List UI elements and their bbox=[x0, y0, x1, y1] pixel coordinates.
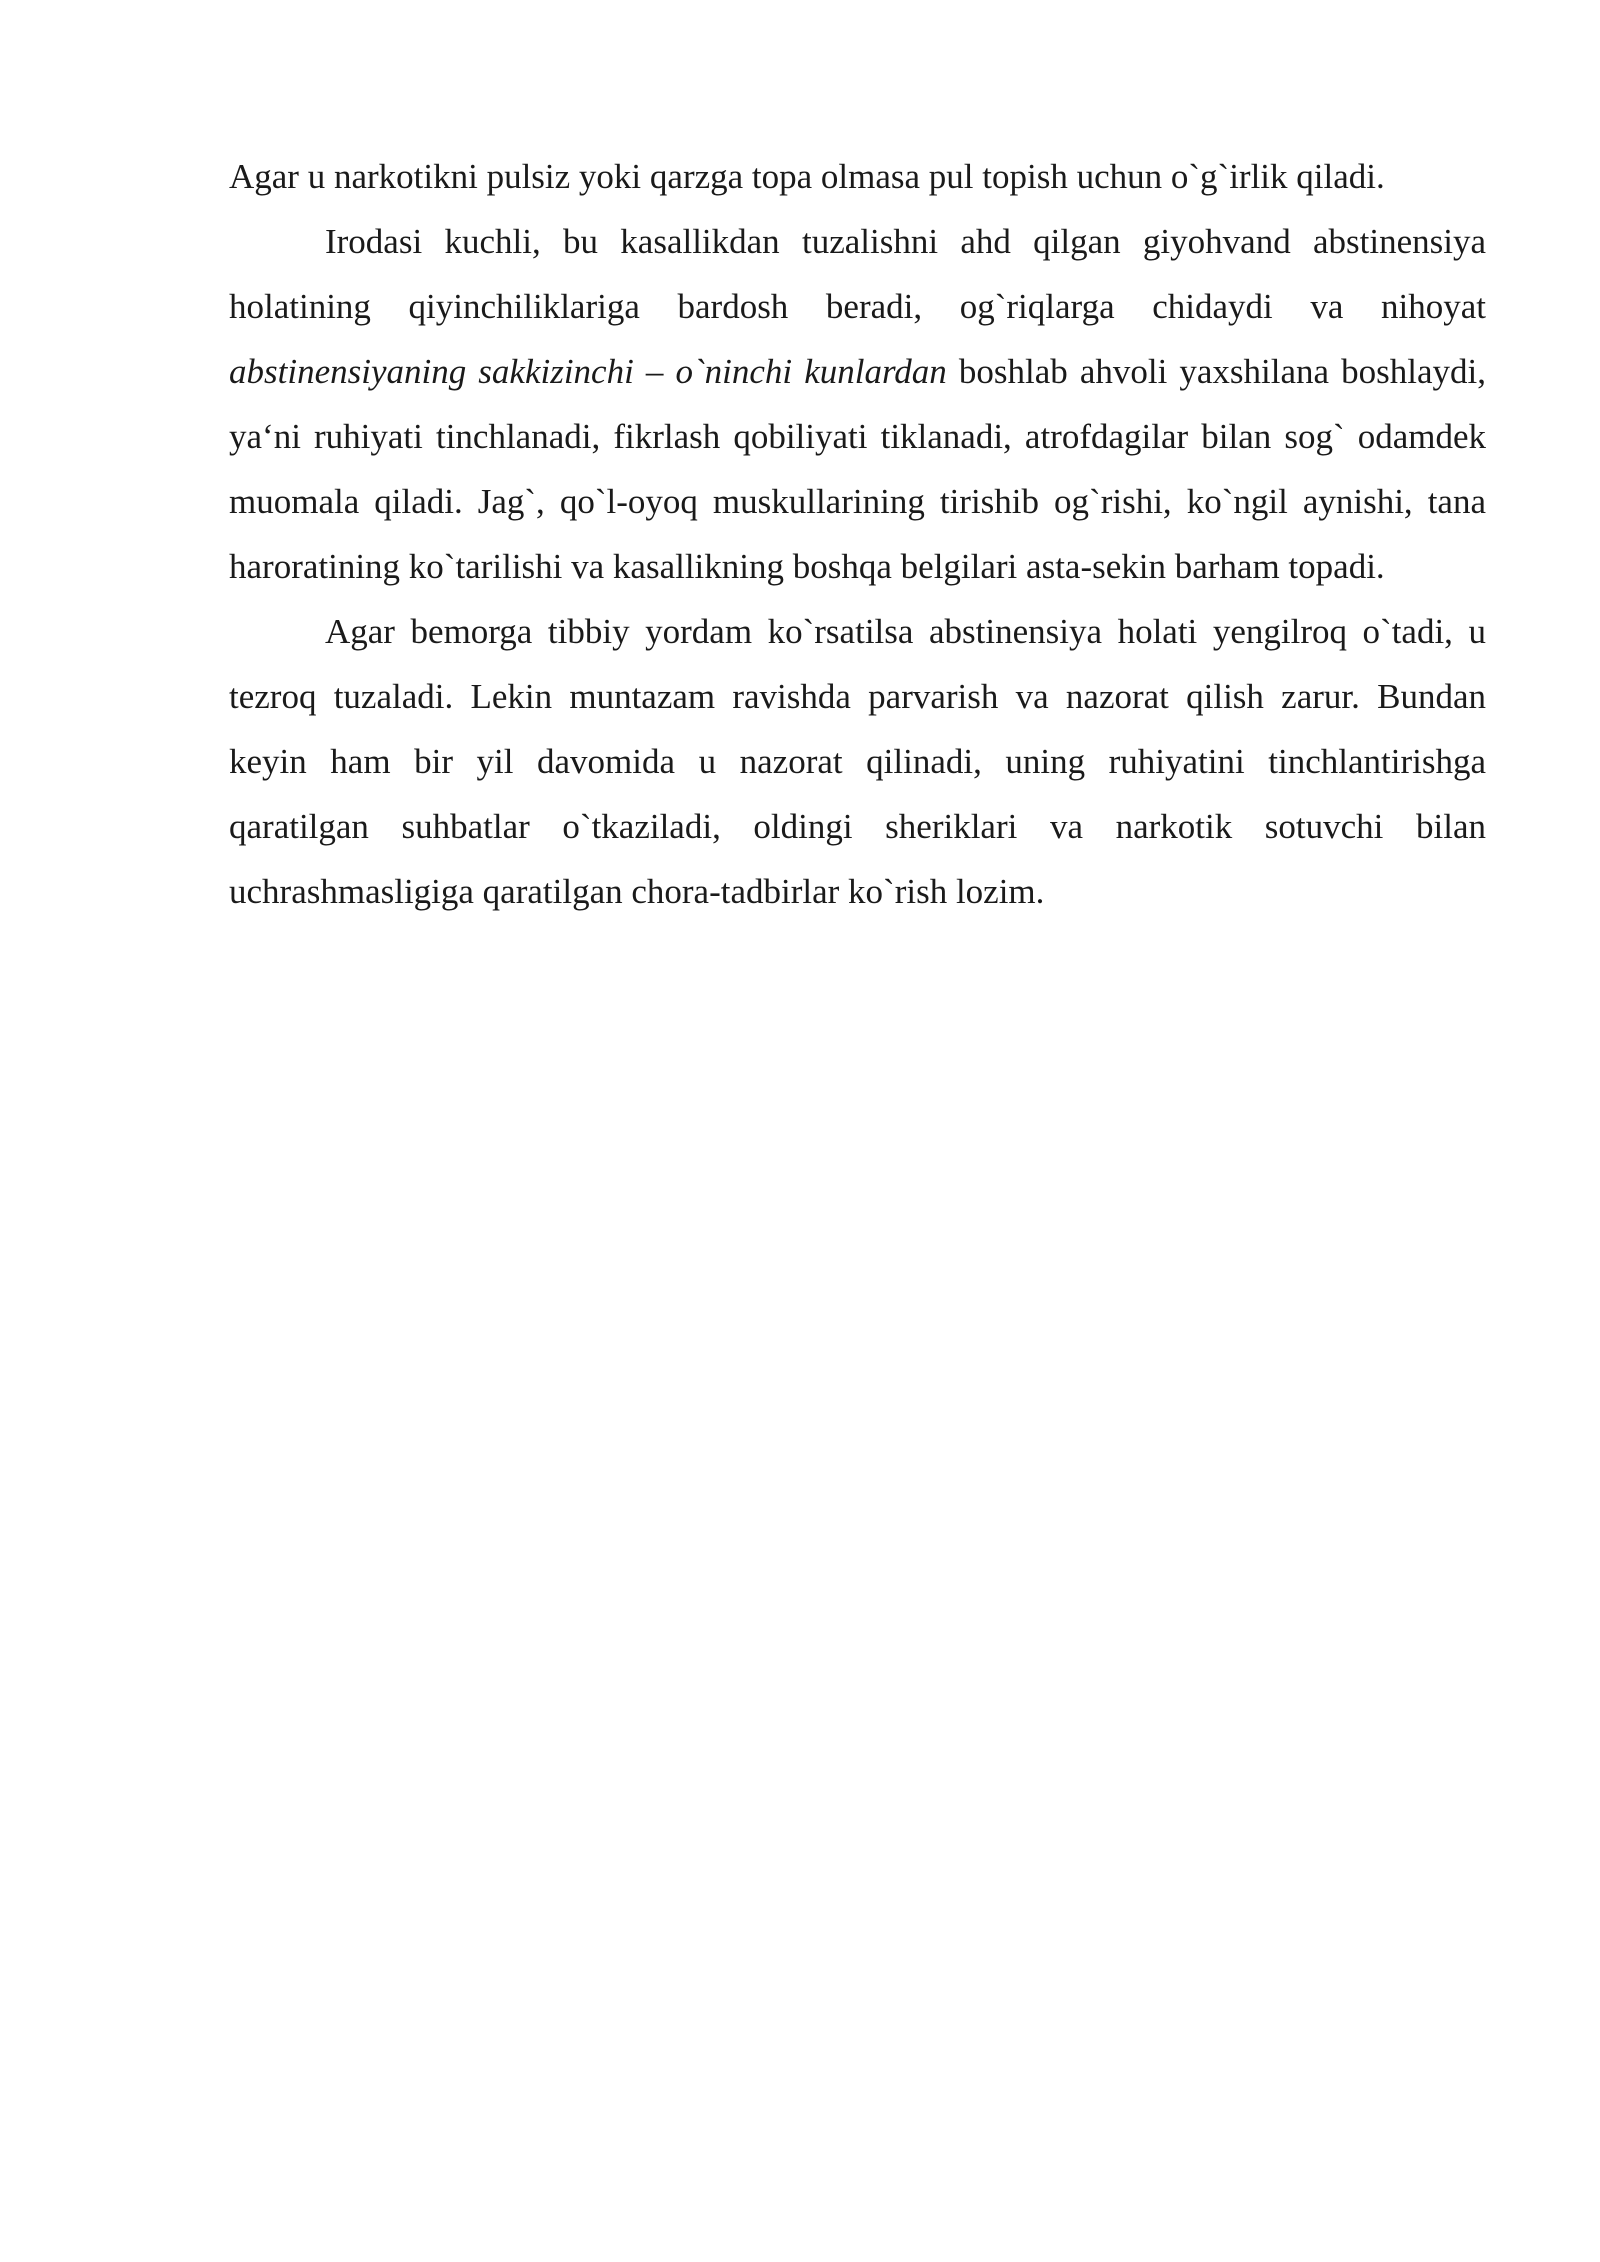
paragraph-1-text: Agar u narkotikni pulsiz yoki qarzga topa olmasa pul topish uchun o`g`irlik qiladi. bbox=[229, 157, 1385, 196]
paragraph-2-italic-phrase: abstinensiyaning sakkizinchi – o`ninchi kunlardan bbox=[229, 352, 947, 391]
paragraph-2-text-start: Irodasi kuchli, bu kasallikdan tuzalishni ahd qilgan giyohvand abstinensiya holatining qiyinchiliklariga bardosh beradi, og`riqlarga chidaydi va nihoyat bbox=[229, 222, 1486, 326]
paragraph-3 bbox=[229, 599, 1486, 924]
body-text bbox=[229, 144, 1486, 924]
paragraph-1 bbox=[229, 144, 1486, 209]
paragraph-2-text-end: boshlab ahvoli yaxshilana boshlaydi, ya‘ni ruhiyati tinchlanadi, fikrlash qobiliyati tiklanadi, atrofdagilar bilan sog` odamdek muomala qiladi. Jag`, qo`l-oyoq muskullarining tirishib og`rishi, ko`ngil aynishi, tana haroratining ko`tarilishi va kasallikning boshqa belgilari asta-sekin barham topadi. bbox=[229, 352, 1486, 586]
paragraph-3-text: Agar bemorga tibbiy yordam ko`rsatilsa abstinensiya holati yengilroq o`tadi, u tezroq tuzaladi. Lekin muntazam ravishda parvarish va nazorat qilish zarur. Bundan keyin ham bir yil davomida u nazorat qilinadi, uning ruhiyatini tinchlantirishga qaratilgan suhbatlar o`tkaziladi, oldingi sheriklari va narkotik sotuvchi bilan uchrashmasligiga qaratilgan chora-tadbirlar ko`rish lozim. bbox=[229, 612, 1486, 911]
paragraph-2 bbox=[229, 209, 1486, 599]
